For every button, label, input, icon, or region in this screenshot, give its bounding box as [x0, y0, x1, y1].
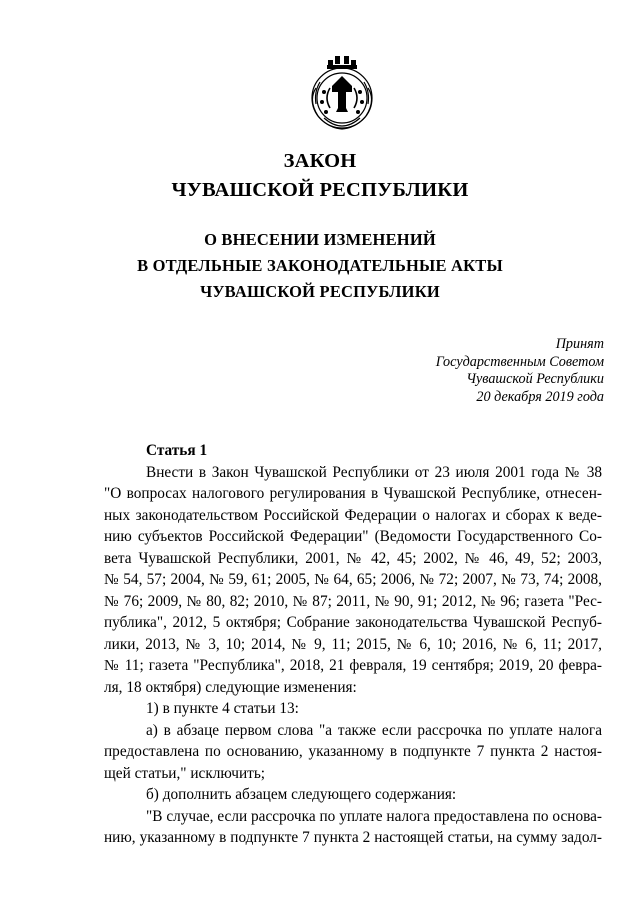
text-line: № 11; газета "Республика", 2018, 21 февраля, 19 сентября; 2019, 20 февра- — [104, 657, 602, 674]
article-heading: Статья 1 — [146, 442, 208, 459]
text-line: нию, указанному в подпункте 7 пункта 2 настоящей статьи, на сумму задол- — [104, 829, 602, 846]
chuvash-coat-of-arms-icon — [300, 52, 384, 136]
text-line: б) дополнить абзацем следующего содержания: — [146, 786, 457, 803]
text-line: щей статьи," исключить; — [104, 764, 266, 782]
text-line: вета Чувашской Республики, 2001, № 42, 45; 2002, № 46, 49, 52; 2003, — [104, 549, 602, 567]
text-line: а) в абзаце первом слова "а также если рассрочка по уплате налога — [146, 721, 602, 739]
text-line: предоставлена по основанию, указанному в подпункте 7 пункта 2 настоя- — [104, 743, 602, 760]
adoption-line: Принят — [555, 336, 604, 352]
text-line: публика", 2012, 5 октября; Собрание законодательства Чувашской Респуб- — [104, 614, 602, 631]
text-line: "О вопросах налогового регулирования в Чувашской Республике, отнесен- — [104, 485, 602, 502]
text-line: "В случае, если рассрочка по уплате налога предоставлена по основа- — [146, 807, 602, 825]
article-body — [104, 440, 602, 849]
text-line: 1) в пункте 4 статьи 13: — [146, 700, 299, 717]
adoption-date: 20 декабря 2019 года — [476, 388, 604, 405]
adoption-line: Чувашской Республики — [466, 371, 604, 388]
text-line: № 54, 57; 2004, № 59, 61; 2005, № 64, 65; 2006, № 72; 2007, № 73, 74; 2008, — [104, 571, 602, 588]
text-line: № 76; 2009, № 80, 82; 2010, № 87; 2011, № 90, 91; 2012, № 96; газета "Рес- — [104, 592, 602, 610]
law-title-republic: ЧУВАШСКОЙ РЕСПУБЛИКИ — [171, 179, 469, 201]
law-subject-line-3: ЧУВАШСКОЙ РЕСПУБЛИКИ — [200, 282, 440, 301]
law-title: ЗАКОН — [283, 150, 357, 172]
text-line: ля, 18 октября) следующие изменения: — [104, 678, 357, 696]
text-line: нию субъектов Российской Федерации" (Ведомости Государственного Со- — [104, 528, 602, 545]
adoption-line: Государственным Советом — [435, 353, 604, 370]
text-line: ных законодательством Российской Федерации о налогах и сборах к веде- — [104, 506, 602, 524]
text-line: Внести в Закон Чувашской Республики от 23 июля 2001 года № 38 — [146, 463, 602, 481]
law-subject-line-2: В ОТДЕЛЬНЫЕ ЗАКОНОДАТЕЛЬНЫЕ АКТЫ — [137, 256, 503, 275]
law-subject-line-1: О ВНЕСЕНИИ ИЗМЕНЕНИЙ — [204, 230, 436, 249]
adoption-note — [324, 336, 604, 406]
text-line: лики, 2013, № 3, 10; 2014, № 9, 11; 2015, № 6, 10; 2016, № 6, 11; 2017, — [104, 635, 602, 653]
